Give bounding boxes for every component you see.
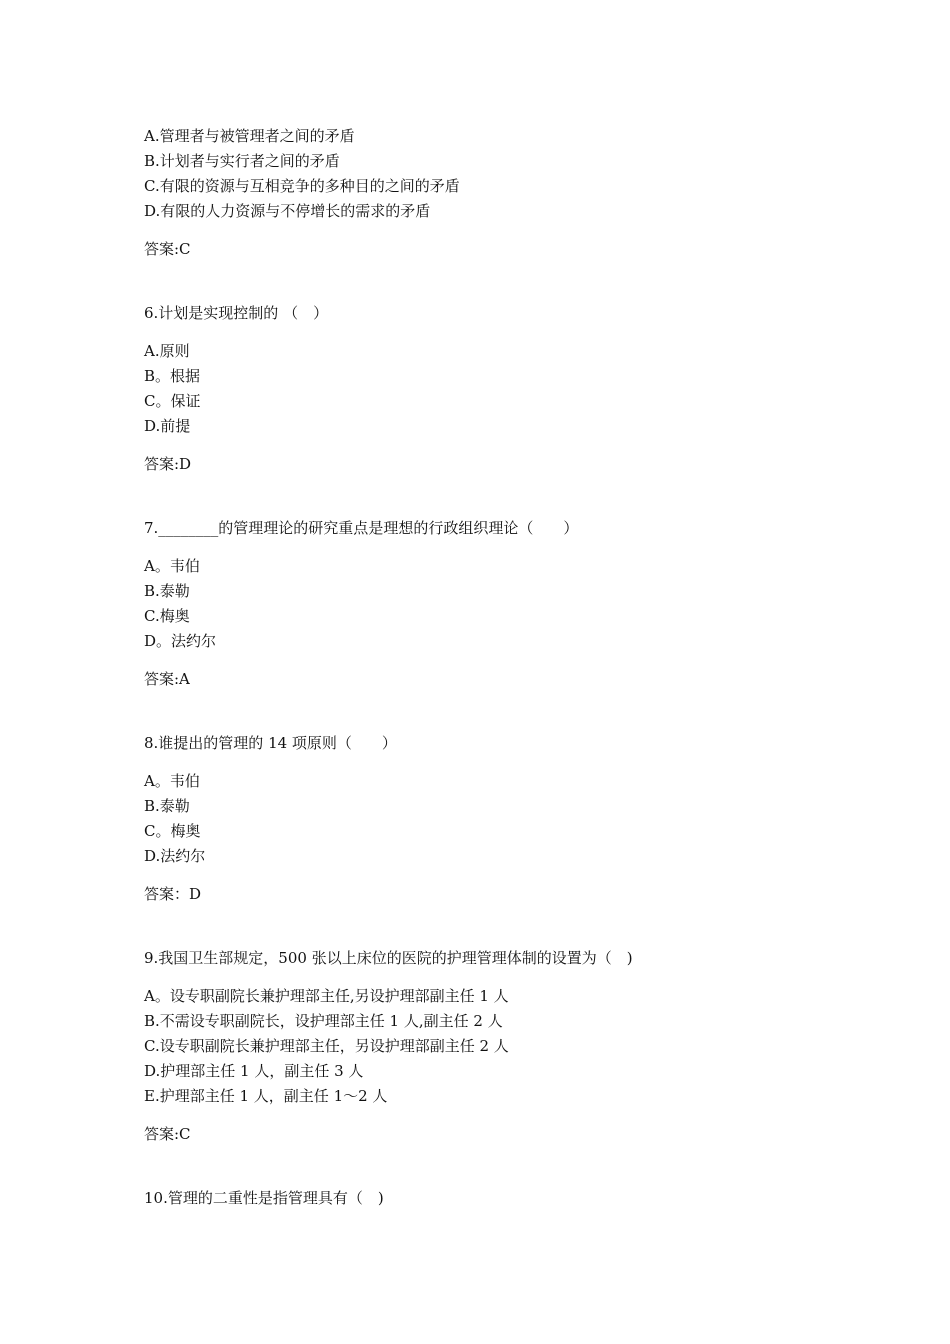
option-c: C。保证 <box>144 392 201 410</box>
question-7-text: 7.________的管理理论的研究重点是理想的行政组织理论（ ） <box>144 519 579 537</box>
question-6-options <box>144 339 824 439</box>
question-9-text: 9.我国卫生部规定，500 张以上床位的医院的护理管理体制的设置为（ ) <box>144 949 633 967</box>
option-b: B。根据 <box>144 367 201 385</box>
question-5-answer: 答案:C <box>144 240 191 258</box>
option-a: A。韦伯 <box>144 772 200 790</box>
question-8-options <box>144 769 824 869</box>
question-8-text: 8.谁提出的管理的 14 项原则（ ） <box>144 734 397 752</box>
question-7-options <box>144 554 824 654</box>
document-page <box>144 124 824 1224</box>
option-e: E.护理部主任 1 人，副主任 1～2 人 <box>144 1087 388 1105</box>
question-10-text: 10.管理的二重性是指管理具有（ ) <box>144 1189 384 1207</box>
option-a: A。设专职副院长兼护理部主任,另设护理部副主任 1 人 <box>144 987 509 1005</box>
option-b: B.计划者与实行者之间的矛盾 <box>144 152 340 170</box>
option-c: C.梅奥 <box>144 607 190 625</box>
option-a: A。韦伯 <box>144 557 200 575</box>
option-b: B.泰勒 <box>144 582 190 600</box>
option-c: C.设专职副院长兼护理部主任，另设护理部副主任 2 人 <box>144 1037 509 1055</box>
option-d: D.护理部主任 1 人，副主任 3 人 <box>144 1062 364 1080</box>
option-c: C.有限的资源与互相竞争的多种目的之间的矛盾 <box>144 177 460 195</box>
question-6-text: 6.计划是实现控制的 （ ） <box>144 304 329 322</box>
question-5-options <box>144 124 824 224</box>
question-8-answer: 答案：D <box>144 885 202 903</box>
question-9-answer: 答案:C <box>144 1125 191 1143</box>
option-a: A.管理者与被管理者之间的矛盾 <box>144 127 355 145</box>
question-7-answer: 答案:A <box>144 670 190 688</box>
option-c: C。梅奥 <box>144 822 201 840</box>
option-b: B.泰勒 <box>144 797 190 815</box>
option-d: D.法约尔 <box>144 847 206 865</box>
option-d: D。法约尔 <box>144 632 217 650</box>
question-9-options <box>144 984 824 1109</box>
option-d: D.前提 <box>144 417 191 435</box>
question-6-answer: 答案:D <box>144 455 192 473</box>
option-d: D.有限的人力资源与不停增长的需求的矛盾 <box>144 202 431 220</box>
option-b: B.不需设专职副院长，设护理部主任 1 人,副主任 2 人 <box>144 1012 503 1030</box>
option-a: A.原则 <box>144 342 190 360</box>
